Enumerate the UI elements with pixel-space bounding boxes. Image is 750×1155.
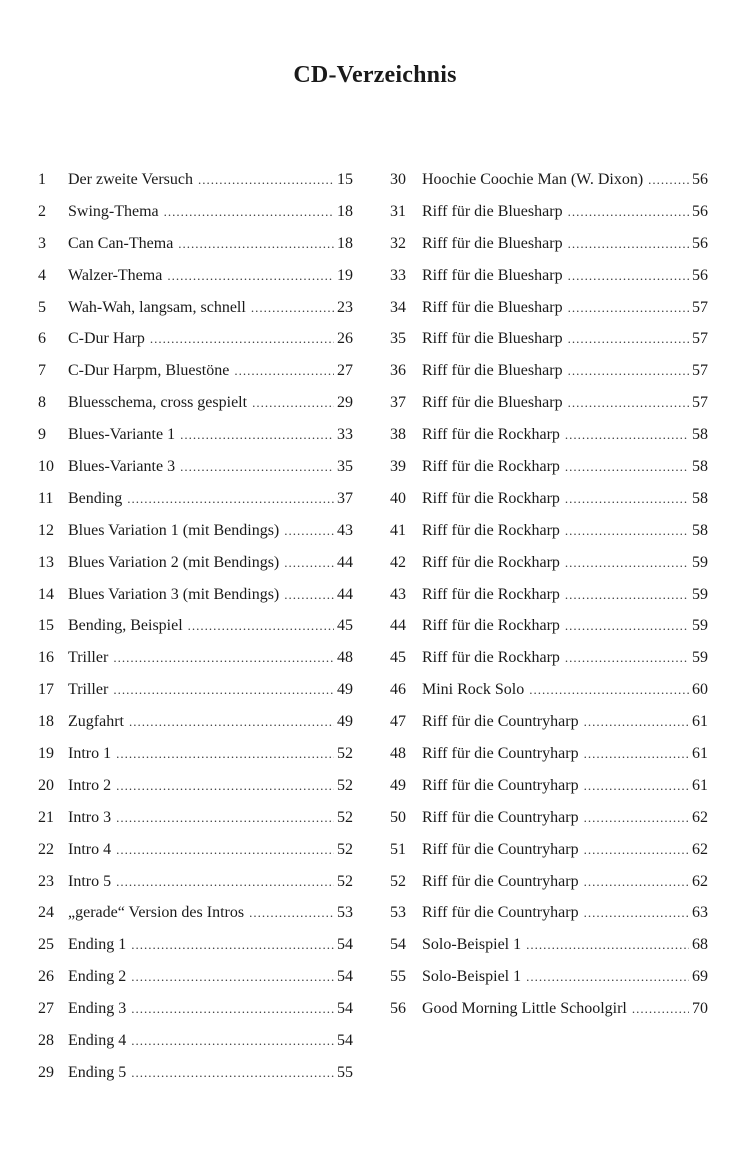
page-number: 43 [337,521,353,539]
track-title: Ending 1 [68,936,127,954]
track-title: Riff für die Rockharp [422,617,560,635]
track-entry [38,837,353,869]
track-title: „gerade“ Version des Intros [68,904,245,922]
track-title: Solo-Beispiel 1 [422,968,522,986]
track-entry [38,422,353,454]
track-entry [38,773,353,805]
page-number: 57 [692,362,708,380]
track-entry [390,550,708,582]
track-number: 46 [390,681,406,699]
page-number: 58 [692,426,708,444]
track-title: Bending [68,489,123,507]
track-entry [390,996,708,1028]
track-title: Riff für die Bluesharp [422,330,563,348]
track-number: 29 [38,1063,54,1081]
track-title: Ending 5 [68,1063,127,1081]
dot-leader [529,677,689,703]
track-title: Hoochie Coochie Man (W. Dixon) [422,171,644,188]
dot-leader [180,454,334,480]
dot-leader [131,996,334,1022]
track-entry [38,582,353,614]
track-entry [38,741,353,773]
track-number: 14 [38,585,54,603]
track-entry [390,741,708,773]
track-title: Riff für die Countryharp [422,713,579,731]
track-number: 51 [390,840,406,858]
track-title: C-Dur Harpm, Bluestöne [68,362,230,380]
track-number: 4 [38,266,46,284]
page-number: 56 [692,171,708,188]
dot-leader [565,613,689,639]
dot-leader [131,964,334,990]
track-number: 17 [38,681,54,699]
track-entry [38,613,353,645]
track-entry [38,390,353,422]
track-number: 30 [390,171,406,188]
page-number: 58 [692,521,708,539]
track-title: Bending, Beispiel [68,617,183,635]
page-number: 26 [337,330,353,348]
dot-leader [131,1060,334,1086]
track-number: 54 [390,936,406,954]
dot-leader [565,550,689,576]
track-entry [390,805,708,837]
track-title: Riff für die Bluesharp [422,298,563,316]
track-entry [38,869,353,901]
dot-leader [565,582,689,608]
track-number: 34 [390,298,406,316]
page-number: 68 [692,936,708,954]
page-number: 59 [692,585,708,603]
track-entry [390,422,708,454]
page-number: 45 [337,617,353,635]
track-entry [390,518,708,550]
track-entry [390,390,708,422]
dot-leader [632,996,689,1022]
track-number: 35 [390,330,406,348]
track-entry [390,231,708,263]
track-entry [390,964,708,996]
track-title: Zugfahrt [68,713,124,731]
track-entry [390,263,708,295]
track-number: 9 [38,426,46,444]
track-entry [390,358,708,390]
track-entry [390,932,708,964]
page-number: 59 [692,649,708,667]
track-entry [38,932,353,964]
track-number: 16 [38,649,54,667]
page-number: 54 [337,968,353,986]
dot-leader [584,869,689,895]
track-title: Blues-Variante 1 [68,426,176,444]
page-number: 62 [692,808,708,826]
track-title: Ending 2 [68,968,127,986]
track-number: 45 [390,649,406,667]
dot-leader [252,390,334,416]
dot-leader [584,837,689,863]
track-title: Riff für die Rockharp [422,458,560,476]
track-title: Ending 4 [68,1032,127,1050]
track-title: Intro 2 [68,776,112,794]
track-number: 6 [38,330,46,348]
page-number: 19 [337,266,353,284]
track-title: C-Dur Harp [68,330,145,348]
track-title: Intro 5 [68,872,112,890]
dot-leader [116,741,334,767]
track-number: 37 [390,394,406,412]
track-number: 10 [38,458,54,476]
dot-leader [113,645,334,671]
dot-leader [284,550,334,576]
track-title: Riff für die Countryharp [422,840,579,858]
track-number: 40 [390,489,406,507]
track-number: 32 [390,234,406,252]
track-title: Wah-Wah, langsam, schnell [68,298,246,316]
track-entry [390,709,708,741]
page-number: 58 [692,489,708,507]
track-number: 48 [390,745,406,763]
track-title: Blues-Variante 3 [68,458,176,476]
page-number: 18 [337,202,353,220]
track-entry [390,167,708,199]
track-entry [38,486,353,518]
dot-leader [129,709,334,735]
track-entry [38,677,353,709]
dot-leader [116,805,334,831]
page-title: CD-Verzeichnis [293,62,457,88]
track-number: 3 [38,234,46,252]
track-number: 47 [390,713,406,731]
track-number: 28 [38,1032,54,1050]
page-number: 15 [337,171,353,188]
track-title: Bluesschema, cross gespielt [68,394,248,412]
track-number: 20 [38,776,54,794]
dot-leader [568,295,689,321]
track-title: Riff für die Countryharp [422,808,579,826]
track-number: 31 [390,202,406,220]
track-entry [390,869,708,901]
page-number: 59 [692,617,708,635]
track-title: Intro 4 [68,840,112,858]
dot-leader [648,167,689,193]
track-title: Mini Rock Solo [422,681,525,699]
track-title: Riff für die Rockharp [422,585,560,603]
dot-leader [568,326,689,352]
page-number: 61 [692,713,708,731]
track-number: 52 [390,872,406,890]
page-number: 54 [337,1000,353,1018]
track-number: 2 [38,202,46,220]
track-title: Riff für die Rockharp [422,489,560,507]
page-number: 29 [337,394,353,412]
page-number: 52 [337,745,353,763]
track-title: Solo-Beispiel 1 [422,936,522,954]
track-number: 50 [390,808,406,826]
dot-leader [568,263,689,289]
track-entry [38,263,353,295]
track-number: 8 [38,394,46,412]
track-title: Riff für die Bluesharp [422,266,563,284]
track-entry [38,167,353,199]
track-entry [390,454,708,486]
track-title: Intro 1 [68,745,112,763]
page-number: 33 [337,426,353,444]
dot-leader [584,709,689,735]
dot-leader [565,518,689,544]
track-entry [390,326,708,358]
track-entry [390,199,708,231]
track-entry [390,773,708,805]
dot-leader [251,295,334,321]
track-number: 27 [38,1000,54,1018]
dot-leader [584,741,689,767]
track-title: Riff für die Countryharp [422,745,579,763]
track-title: Triller [68,681,109,699]
track-number: 12 [38,521,54,539]
track-number: 13 [38,553,54,571]
page-number: 60 [692,681,708,699]
page-number: 56 [692,202,708,220]
track-number: 49 [390,776,406,794]
page-number: 52 [337,808,353,826]
dot-leader [178,231,334,257]
page-number: 49 [337,713,353,731]
page-number: 52 [337,776,353,794]
track-title: Triller [68,649,109,667]
track-title: Riff für die Rockharp [422,553,560,571]
track-entry [38,805,353,837]
track-number: 39 [390,458,406,476]
track-title: Riff für die Countryharp [422,776,579,794]
dot-leader [180,422,334,448]
track-entry [38,550,353,582]
page-number: 18 [337,234,353,252]
page-number: 58 [692,458,708,476]
dot-leader [568,390,689,416]
track-number: 41 [390,521,406,539]
track-number: 55 [390,968,406,986]
page-number: 54 [337,1032,353,1050]
track-entry [38,326,353,358]
track-number: 18 [38,713,54,731]
page-number: 49 [337,681,353,699]
page-number: 61 [692,776,708,794]
page-number: 27 [337,362,353,380]
page-number: 61 [692,745,708,763]
track-entry [38,1028,353,1060]
page-number: 62 [692,840,708,858]
track-number: 53 [390,904,406,922]
track-title: Riff für die Countryharp [422,872,579,890]
track-title: Blues Variation 2 (mit Bendings) [68,553,280,571]
track-title: Riff für die Bluesharp [422,234,563,252]
track-title: Riff für die Bluesharp [422,362,563,380]
page-number: 56 [692,266,708,284]
dot-leader [188,613,334,639]
dot-leader [284,518,334,544]
track-number: 38 [390,426,406,444]
page-number: 44 [337,585,353,603]
track-title: Riff für die Rockharp [422,649,560,667]
track-title: Riff für die Rockharp [422,521,560,539]
track-number: 23 [38,872,54,890]
dot-leader [131,932,334,958]
track-entry [38,295,353,327]
track-title: Can Can-Thema [68,234,174,252]
dot-leader [127,486,334,512]
page-number: 54 [337,936,353,954]
page-number: 56 [692,234,708,252]
dot-leader [116,773,334,799]
page-number: 57 [692,394,708,412]
page-number: 57 [692,298,708,316]
page-number: 53 [337,904,353,922]
track-number: 15 [38,617,54,635]
dot-leader [198,167,334,193]
track-number: 25 [38,936,54,954]
track-title: Riff für die Rockharp [422,426,560,444]
track-number: 44 [390,617,406,635]
dot-leader [150,326,334,352]
track-entry [38,231,353,263]
page-number: 44 [337,553,353,571]
dot-leader [568,358,689,384]
track-number: 21 [38,808,54,826]
track-entry [390,295,708,327]
dot-leader [131,1028,334,1054]
track-entry [38,645,353,677]
track-number: 5 [38,298,46,316]
track-number: 22 [38,840,54,858]
track-number: 56 [390,1000,406,1018]
track-list-right [390,167,708,1028]
track-entry [390,837,708,869]
track-entry [38,964,353,996]
dot-leader [565,486,689,512]
dot-leader [526,932,689,958]
track-entry [390,486,708,518]
track-entry [390,900,708,932]
track-title: Good Morning Little Schoolgirl [422,1000,627,1018]
track-entry [38,454,353,486]
dot-leader [526,964,689,990]
track-number: 42 [390,553,406,571]
track-entry [38,358,353,390]
track-number: 19 [38,745,54,763]
track-title: Intro 3 [68,808,112,826]
track-number: 33 [390,266,406,284]
page-number: 55 [337,1063,353,1081]
dot-leader [116,869,334,895]
page-number: 35 [337,458,353,476]
track-entry [38,900,353,932]
track-entry [38,1060,353,1092]
dot-leader [565,454,689,480]
dot-leader [584,900,689,926]
dot-leader [167,263,334,289]
track-number: 26 [38,968,54,986]
page-number: 57 [692,330,708,348]
track-entry [38,199,353,231]
dot-leader [116,837,334,863]
page-number: 37 [337,489,353,507]
track-list-left [38,167,353,1092]
page-number: 62 [692,872,708,890]
track-title: Blues Variation 1 (mit Bendings) [68,521,280,539]
page-number: 48 [337,649,353,667]
track-title: Riff für die Bluesharp [422,202,563,220]
dot-leader [565,422,689,448]
dot-leader [584,773,689,799]
dot-leader [234,358,334,384]
dot-leader [284,582,334,608]
page-number: 52 [337,872,353,890]
track-number: 24 [38,904,54,922]
page-number: 69 [692,968,708,986]
track-title: Ending 3 [68,1000,127,1018]
dot-leader [249,900,334,926]
page-number: 52 [337,840,353,858]
track-entry [390,677,708,709]
dot-leader [164,199,334,225]
track-entry [38,709,353,741]
track-entry [390,613,708,645]
track-number: 36 [390,362,406,380]
track-entry [390,582,708,614]
dot-leader [113,677,334,703]
track-title: Walzer-Thema [68,266,163,284]
track-title: Riff für die Countryharp [422,904,579,922]
page-number: 59 [692,553,708,571]
dot-leader [568,199,689,225]
track-title: Riff für die Bluesharp [422,394,563,412]
page-number: 70 [692,1000,708,1018]
page-number: 63 [692,904,708,922]
page-number: 23 [337,298,353,316]
track-number: 11 [38,489,54,507]
track-title: Swing-Thema [68,202,159,220]
track-number: 7 [38,362,46,380]
track-title: Blues Variation 3 (mit Bendings) [68,585,280,603]
track-number: 43 [390,585,406,603]
track-entry [38,996,353,1028]
track-title: Der zweite Versuch [68,171,193,188]
dot-leader [584,805,689,831]
dot-leader [565,645,689,671]
track-number: 1 [38,171,46,188]
track-entry [38,518,353,550]
dot-leader [568,231,689,257]
track-entry [390,645,708,677]
